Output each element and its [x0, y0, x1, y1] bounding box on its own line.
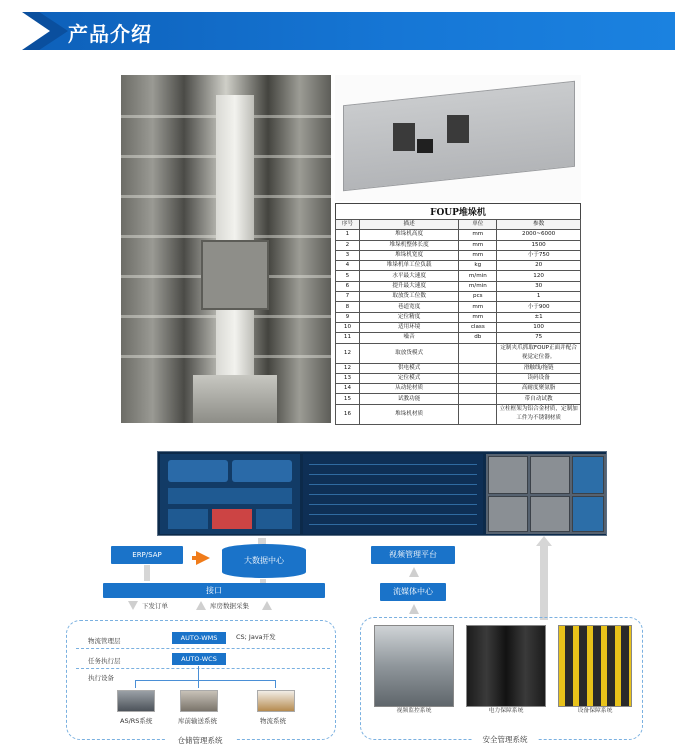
cell: 滑触线/拖链: [497, 363, 581, 373]
table-row: [336, 343, 581, 363]
interface-bar: 接口: [103, 583, 325, 598]
cell: [459, 394, 497, 404]
cell: 定位模式: [359, 373, 458, 383]
layer-task-label: 任务执行层: [88, 657, 121, 665]
video-platform-box: 视频管理平台: [371, 546, 455, 564]
device-protection-label: 设备保障系统: [565, 707, 625, 716]
connector-line: [198, 680, 199, 688]
table-row: [336, 302, 581, 312]
asrs-label: AS/RS系统: [120, 717, 153, 725]
table-row: [336, 404, 581, 424]
dashboard-widget: [232, 460, 292, 482]
arrow-up-icon: [409, 567, 419, 577]
dashboard-widget: [168, 488, 292, 504]
device-protection-image: [558, 625, 632, 707]
grid-line: [309, 494, 477, 495]
stacker-rail: [193, 375, 277, 423]
dashboard-widget: [256, 509, 292, 529]
warehouse-system-title: 仓储管理系统: [165, 735, 235, 746]
connector-line: [275, 680, 276, 688]
section-title: 产品介绍: [68, 22, 152, 46]
cell: 定位精度: [359, 312, 458, 322]
cell: 巷道宽度: [359, 302, 458, 312]
arrow-down: [144, 565, 150, 581]
table-row: [336, 240, 581, 250]
cell: 6: [336, 281, 360, 291]
arrow-up-head: [536, 536, 552, 546]
table-header-row: [336, 220, 581, 230]
cell: 取放货工位数: [359, 292, 458, 302]
cell: 堆垛机单工位负载: [359, 261, 458, 271]
dashed-divider: [76, 648, 330, 649]
orange-arrow-icon: [196, 551, 210, 565]
column-header: 序号: [336, 220, 360, 230]
cell: class: [459, 322, 497, 332]
cell: 高耐度聚氨脂: [497, 384, 581, 394]
cell: [459, 384, 497, 394]
logistics-device-image: [257, 690, 295, 712]
monitoring-dashboard-image: [157, 451, 607, 536]
stream-center-box: 流媒体中心: [380, 583, 446, 601]
table-row: [336, 312, 581, 322]
stacker-photo: [121, 75, 331, 423]
asrs-device-image: [117, 690, 155, 712]
cell: [459, 373, 497, 383]
arrow-down-icon: [128, 601, 138, 610]
cell: 8: [336, 302, 360, 312]
cell: 13: [336, 373, 360, 383]
inventory-up-label: 库房数据采集: [210, 602, 249, 610]
table-row: [336, 261, 581, 271]
conveyor-label: 库前输送系统: [178, 717, 217, 725]
cell: 12: [336, 363, 360, 373]
video-monitoring-label: 视频监控系统: [384, 707, 444, 716]
cell: mm: [459, 302, 497, 312]
cell: 噪音: [359, 333, 458, 343]
cell: 100: [497, 322, 581, 332]
order-down-label: 下发订单: [142, 602, 168, 610]
connector-line: [135, 680, 136, 688]
dashboard-camera-grid: [486, 454, 606, 534]
grid-line: [309, 504, 477, 505]
camera-feed: [488, 456, 528, 494]
arrow-up-icon: [262, 601, 272, 610]
table-row: [336, 292, 581, 302]
big-data-center: 大数据中心: [222, 544, 306, 578]
column-header: 参数: [497, 220, 581, 230]
connector-line: [135, 680, 275, 681]
table-row: [336, 394, 581, 404]
camera-feed: [488, 496, 528, 532]
cell: 1500: [497, 240, 581, 250]
cell: 10: [336, 322, 360, 332]
wcs-pill: AUTO-WCS: [172, 653, 226, 665]
table-row: [336, 271, 581, 281]
cell: 小于900: [497, 302, 581, 312]
wms-pill: AUTO-WMS: [172, 632, 226, 644]
cell: ±1: [497, 312, 581, 322]
cell: 120: [497, 271, 581, 281]
table-row: [336, 250, 581, 260]
cell: m/min: [459, 271, 497, 281]
layer-material-label: 物流管理层: [88, 637, 121, 645]
cell: pcs: [459, 292, 497, 302]
cell: 定制夹爪抓取FOUP正面并配合视觉定位器。: [497, 343, 581, 363]
grid-line: [309, 524, 477, 525]
dashboard-rack-grid: [303, 454, 483, 534]
cell: 12: [336, 343, 360, 363]
cell: m/min: [459, 281, 497, 291]
conveyor-device-image: [180, 690, 218, 712]
cell: 提升最大速度: [359, 281, 458, 291]
cell: mm: [459, 240, 497, 250]
connector-line: [198, 666, 199, 680]
table-row: [336, 373, 581, 383]
cell: 适用环境: [359, 322, 458, 332]
machine-port: [447, 115, 469, 143]
dashboard-widget: [212, 509, 252, 529]
grid-line: [309, 514, 477, 515]
cell: 带自动试教: [497, 394, 581, 404]
table-row: [336, 322, 581, 332]
cell: 1: [497, 292, 581, 302]
cell: [459, 404, 497, 424]
power-system-label: 电力保障系统: [476, 707, 536, 716]
machine-port: [417, 139, 433, 153]
cell: 16: [336, 404, 360, 424]
cell: kg: [459, 261, 497, 271]
cell: 2000~6000: [497, 230, 581, 240]
layer-exec-label: 执行设备: [88, 674, 114, 682]
table-row: [336, 281, 581, 291]
cell: 小于750: [497, 250, 581, 260]
logistics-label: 物流系统: [260, 717, 286, 725]
cell: 3: [336, 250, 360, 260]
erp-box: ERP/SAP: [111, 546, 183, 564]
cell: 堆垛机整体长度: [359, 240, 458, 250]
cell: 堆垛机材质: [359, 404, 458, 424]
arrow-up-icon: [409, 604, 419, 614]
cell: 试教功能: [359, 394, 458, 404]
cell: 堆垛机高度: [359, 230, 458, 240]
cell: 1: [336, 230, 360, 240]
cell: db: [459, 333, 497, 343]
cell: 取放货模式: [359, 343, 458, 363]
cell: mm: [459, 230, 497, 240]
grid-line: [309, 464, 477, 465]
cell: 9: [336, 312, 360, 322]
machine-port: [393, 123, 415, 151]
cell: 堆垛机宽度: [359, 250, 458, 260]
table-row: [336, 230, 581, 240]
column-header: 描述: [359, 220, 458, 230]
stacker-render-photo: [335, 75, 581, 201]
spec-table: [335, 203, 581, 425]
cell: [459, 343, 497, 363]
table-row: [336, 384, 581, 394]
arrow-up-icon: [196, 601, 206, 610]
cell: 14: [336, 384, 360, 394]
cell: 7: [336, 292, 360, 302]
cell: 水平最大速度: [359, 271, 458, 281]
power-system-image: [466, 625, 546, 707]
wms-note: CS; Java开发: [236, 633, 276, 641]
table-row: [336, 363, 581, 373]
dashboard-warehouse-panel: [160, 454, 300, 534]
stacker-carriage: [201, 240, 269, 310]
cell: 供电模式: [359, 363, 458, 373]
cell: [459, 363, 497, 373]
arrow-up: [540, 545, 548, 620]
cell: mm: [459, 250, 497, 260]
security-system-title: 安全管理系统: [472, 734, 538, 745]
cell: 从动轮材质: [359, 384, 458, 394]
cell: 30: [497, 281, 581, 291]
cell: 读码设备: [497, 373, 581, 383]
camera-feed: [530, 456, 570, 494]
dashed-divider: [76, 668, 330, 669]
cell: 20: [497, 261, 581, 271]
camera-feed: [572, 496, 604, 532]
column-header: 单位: [459, 220, 497, 230]
cell: 75: [497, 333, 581, 343]
video-monitoring-image: [374, 625, 454, 707]
section-header: [10, 12, 675, 50]
cell: mm: [459, 312, 497, 322]
grid-line: [309, 474, 477, 475]
camera-feed: [572, 456, 604, 494]
camera-feed: [530, 496, 570, 532]
table-row: [336, 333, 581, 343]
cell: 4: [336, 261, 360, 271]
grid-line: [309, 484, 477, 485]
dashboard-widget: [168, 460, 228, 482]
cell: 15: [336, 394, 360, 404]
cell: 立柱框架为铝合金材质，定制加工件为不锈钢材质: [497, 404, 581, 424]
cell: 5: [336, 271, 360, 281]
cell: 11: [336, 333, 360, 343]
dashboard-widget: [168, 509, 208, 529]
spec-table-title: FOUP堆垛机: [335, 203, 581, 219]
cell: 2: [336, 240, 360, 250]
